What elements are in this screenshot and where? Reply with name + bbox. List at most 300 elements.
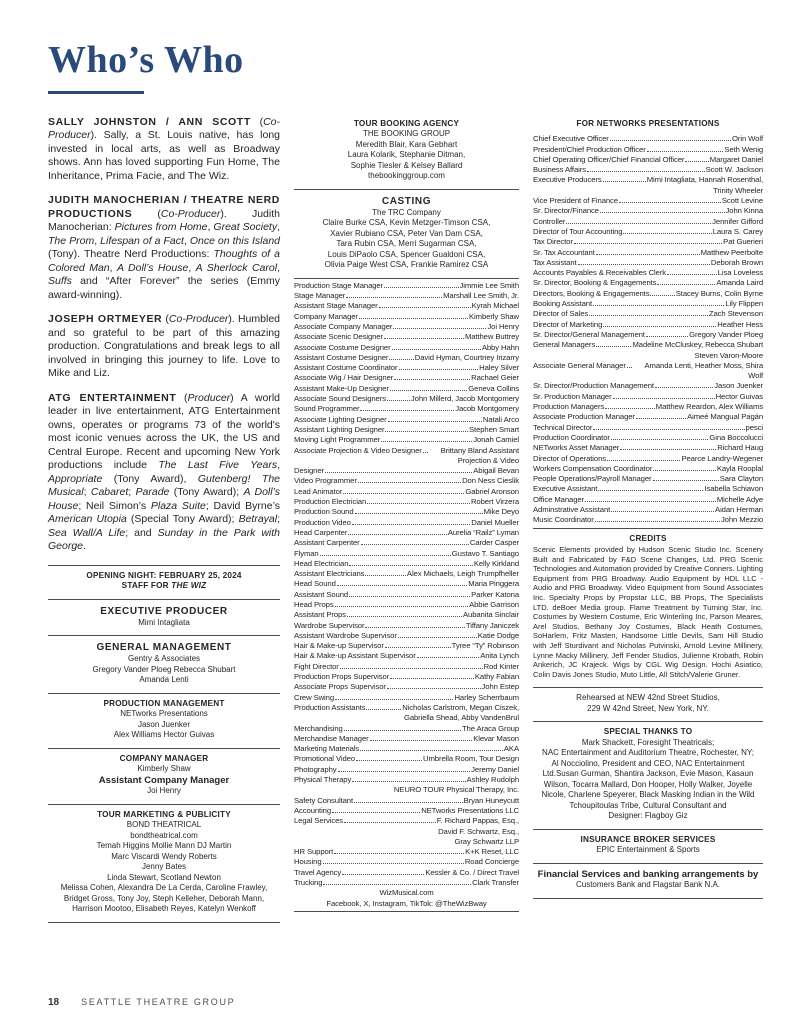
section-line: Linda Stewart, Scotland Newton [107,872,221,882]
credit-row [294,384,519,394]
section-line: Gentry & Associates [127,654,201,664]
credit-name: Pat Guerieri [723,237,763,247]
credit-name: Maria Pinggera [468,579,519,589]
credit-row [533,237,763,247]
credit-row [294,775,519,785]
credit-row [294,394,519,404]
credit-name: John Estep [481,682,519,692]
dot-leader [387,400,410,401]
credit-role: Associate Wig / Hair Designer [294,373,394,383]
credit-role: Associate Sound Designers [294,394,386,404]
credit-row [533,505,763,515]
credit-name: Seth Wenig [724,144,763,154]
credit-name: Tiffany Janiczek [465,620,519,630]
section-line: Jason Juenker [137,719,191,729]
credit-role: Sr. Director/General Management [533,329,645,339]
credit-row [533,278,763,288]
dot-leader [392,349,481,350]
credit-name: Katie Dodge [477,630,519,640]
credit-role: Wardrobe Supervisor [294,620,365,630]
section-line: Joi Henry [147,786,181,796]
credit-name: John Kinna [725,206,763,216]
credit-role: President/Chief Production Officer [533,144,646,154]
dot-leader [657,284,715,285]
credit-role: NETworks Asset Manager [533,443,620,453]
credit-row [533,155,763,165]
dot-leader [348,534,447,535]
dot-leader [360,750,503,751]
credits-thanks-sections [533,528,763,899]
section-heading: Financial Services and banking arrangements by [537,868,759,880]
credit-role: Travel Agency [294,867,342,877]
credit-name: Heather Hess [717,319,763,329]
dot-leader [366,709,401,710]
credit-name: Stacey Burns, Colin Byrne [675,288,763,298]
credit-role: Sr. Director/Finance [533,206,599,216]
dot-leader [611,511,714,512]
credit-name: Anita Lynch [480,651,519,661]
dot-leader [596,254,700,255]
dot-leader [610,140,731,141]
credit-name: Orin Wolf [732,134,763,144]
credit-name: Scott W. Jackson [705,165,763,175]
bio-paragraph: ATG ENTERTAINMENT (Producer) A world leader in live entertainment, ATG Entertainment owns, operates or programs 73 of the world's most iconic venues across the UK, the US and Central Europe. Recent and upcoming New York productions include The Last Five Years, Appropriate (Tony Award), Gutenberg! The Musical; Cabaret; Parade (Tony Award); A Doll’s House; Neil Simon’s Plaza Suite; David Byrne’s American Utopia (Special Tony Award); Betrayal; Sea Wall/A Life; and Sunday in the Park with George. [48,391,281,553]
credit-row [294,559,519,569]
credit-role: Business Affairs [533,165,586,175]
section-line: Melissa Cohen, Alexandra De La Cerda, Caroline Frawley, Bridget Gross, Tony Joy, Steph Kelleher, Deborah Mann, Harrison Mootoo, Elisabeth Reyes, Katelyn Wenkoff [60,883,268,914]
credit-row [294,507,519,517]
dot-leader [646,336,688,337]
section-line: Alex Williams Hector Guivas [113,730,215,740]
credit-role: Controller [533,216,566,226]
credit-row [533,196,763,206]
section-heading: INSURANCE BROKER SERVICES [580,834,716,844]
credit-name: Deborah Brown [710,257,763,267]
column-middle [294,116,519,925]
dot-leader [349,565,472,566]
credit-role: Associate Lighting Designer [294,414,387,424]
section [48,638,280,691]
dot-leader [355,513,483,514]
credit-role: Chief Executive Officer [533,134,609,144]
credit-name: Natali Arco [482,414,519,424]
credit-row [294,703,519,713]
credit-name: Don Ness Cieslik [462,476,519,486]
credit-row [533,423,763,433]
credit-row [294,610,519,620]
credit-row [533,134,763,144]
credit-role: General Managers [533,340,596,350]
credit-name: Stephen Smart [469,424,519,434]
dot-leader [332,812,420,813]
dot-leader [603,181,646,182]
dot-leader [595,521,720,522]
credit-role: Legal Services [294,816,344,826]
section-line: Al Nocciolino, President and CEO, NAC Entertainment Ltd.Susan Gurman, Shantira Jackson, Evie Mason, Kasaun Wilson, Tocarra Mallard, Don Hooper, Holly Walker, Joyelle Nicole, Charlene Speyerer, Black Masking Indian in the Wild Tchoupitoulas Tribe, Cultural Consultant and [541,758,755,810]
dot-leader [352,781,465,782]
credit-row [533,484,763,494]
dot-leader [349,596,470,597]
section-line: Gregory Vander Ploeg Rebecca Shubart [92,664,236,674]
section-line: THE BOOKING GROUP [362,129,451,139]
dot-leader [399,369,479,370]
credit-row [533,289,763,299]
credit-row [294,765,519,775]
dot-leader [619,202,721,203]
section [48,602,280,634]
credit-row [294,621,519,631]
dot-leader [356,760,422,761]
dot-leader [585,501,716,502]
credit-row [533,381,763,391]
section-line: Claire Burke CSA, Kevin Metzger-Timson CSA, [322,218,491,228]
credit-row [294,734,519,744]
dot-leader [627,367,632,368]
credit-role: Sr. Tax Accountant [533,247,595,257]
credit-role: Flyman [294,548,319,558]
footer-organization: SEATTLE THEATRE GROUP [81,997,236,1007]
dot-leader [346,297,442,298]
section-line: Meredith Blair, Kara Gebhart [355,139,458,149]
credit-role: Merchandising [294,723,343,733]
section-line: thebookinggroup.com [368,171,445,181]
credit-role: Chief Operating Officer/Chief Financial Officer [533,154,685,164]
section-line: Sophie Tiesler & Kelsey Ballard [350,160,463,170]
column-right [533,116,763,925]
credit-row [294,373,519,383]
dot-leader [390,390,467,391]
credit-name: Sara Clayton [719,474,763,484]
credit-role: Merchandise Manager [294,733,369,743]
credit-name: Michelle Adye [716,494,763,504]
credit-role: Associate Costume Designer [294,342,391,352]
credit-name: Jason Juenker [714,381,763,391]
section-divider [294,278,519,279]
credit-row [294,415,519,425]
section [533,690,763,719]
bios-list [48,116,280,554]
section-divider [48,922,280,923]
dot-leader [605,408,655,409]
credit-name: Kimberly Shaw [469,311,519,321]
dot-leader [365,575,405,576]
credit-role: Associate Scenic Designer [294,332,383,342]
credit-role: Assistant Make-Up Designer [294,383,389,393]
dot-leader [593,429,744,430]
credit-name: Klevar Mason [473,733,519,743]
dot-leader [653,470,716,471]
section [533,531,763,686]
credit-role: Assistant Wardrobe Supervisor [294,630,397,640]
credit-role: Assistant Electricians [294,569,365,579]
dot-leader [343,493,464,494]
section-line: Temah Higgins Mollie Mann DJ Martin [96,841,232,851]
credit-role: Director of Sales [533,309,589,319]
dot-leader [623,233,711,234]
dot-leader [387,688,481,689]
credit-name: F. Richard Pappas, Esq., [436,816,519,826]
credit-role: Photography [294,764,337,774]
credit-name: Kayla Rooplal [716,463,763,473]
dot-leader [365,627,464,628]
credit-row [294,363,519,373]
section-heading: EXECUTIVE PRODUCER [100,605,228,617]
credit-row [294,425,519,435]
section-divider [533,528,763,529]
credit-row [533,248,763,258]
credit-row [294,847,519,857]
credit-row [294,682,519,692]
credit-role: Head Sound [294,579,336,589]
section [533,866,763,896]
credit-row [533,258,763,268]
credit-row [533,412,763,422]
credit-role: Crew Swing [294,692,335,702]
dot-leader [325,472,472,473]
credit-role: Production Sound [294,507,354,517]
credit-row [533,309,763,319]
dot-leader [323,863,464,864]
production-staff-credits [294,281,519,889]
credit-name: John Millerd, Jacob Montgomery [410,394,519,404]
section-line: Kimberly Shaw [137,764,191,774]
dot-leader [607,460,680,461]
section-heading: TOUR BOOKING AGENCY [353,118,460,128]
dot-leader [593,305,724,306]
dot-leader [385,647,451,648]
section [533,832,763,861]
credit-continuation: Gabriella Shead, Abby VandenBrul [403,713,519,723]
credit-name: NETworks Presentations LLC [421,805,519,815]
credit-name: Lily Flippen [725,299,763,309]
credit-role: Promotional Video [294,754,355,764]
credit-name: Isabella Schiavon [704,484,763,494]
credit-name: Jonah Camiel [473,435,519,445]
credit-row [294,651,519,661]
dot-leader [390,678,474,679]
section-heading: Assistant Company Manager [98,774,230,786]
credit-row [294,816,519,826]
credit-row [294,518,519,528]
dot-leader [611,439,709,440]
credit-row [533,320,763,330]
dot-leader [603,326,716,327]
credit-row [533,474,763,484]
credit-row [294,312,519,322]
credit-name: Bryan Huneycutt [463,795,519,805]
staff-sections [48,565,280,923]
credit-row [533,402,763,412]
credit-role: Assistant Props [294,610,346,620]
section-line: Customers Bank and Flagstar Bank N.A. [575,880,721,890]
section-line: Rehearsed at NEW 42nd Street Studios, [576,693,720,703]
credit-name: The Araca Group [461,723,519,733]
credit-role: Music Coordinator [533,515,594,525]
credit-role: Booking Assistant [533,299,592,309]
credit-name: Aimeé Mangual Pagán [687,412,763,422]
credit-role: Assistant Lighting Designer [294,424,385,434]
credit-row [294,528,519,538]
dot-leader [334,853,464,854]
section [294,192,519,276]
credit-name: Richard Haug [717,443,763,453]
credit-name: Kelly Kirkland [473,558,519,568]
section-divider [533,898,763,899]
section-heading: CASTING [381,195,432,207]
credit-name: Alex Michaels, Leigh Trumpfheller [406,569,519,579]
section-heading: STAFF FOR THE WIZ [121,581,207,591]
credit-role: Lead Animator [294,486,343,496]
credit-row [294,446,519,467]
credit-role: Associate Company Manager [294,321,393,331]
section-heading: OPENING NIGHT: FEBRUARY 25, 2024 [86,570,242,580]
section-heading: TOUR MARKETING & PUBLICITY [97,809,231,819]
credit-name: K+K Reset, LLC [465,847,519,857]
credit-role: Production Managers [533,402,605,412]
credit-name: Clark Transfer [472,878,519,888]
dot-leader [358,482,461,483]
credit-name: Abby Hahn [481,342,519,352]
dot-leader [385,431,468,432]
credit-row [294,857,519,867]
networks-staff-credits [533,134,763,525]
credit-name: Joi Henry [487,321,519,331]
credit-role: Trucking [294,878,323,888]
section-line: Designer: Flagboy Giz [608,811,688,821]
credit-role: Production Coordinator [533,432,610,442]
section-line: Amanda Lenti [139,675,189,685]
section-line: Jenny Bates [141,862,187,872]
credit-name: Tyree “Ty” Robinson [451,641,519,651]
dot-leader [596,346,631,347]
credit-row [294,796,519,806]
section-heading: PRODUCTION MANAGEMENT [103,698,225,708]
section-line: Louis DiPaolo CSA, Spencer Gualdoni CSA, [327,249,486,259]
credit-role: Production Props Supervisor [294,672,390,682]
section [48,568,280,597]
dot-leader [340,668,483,669]
credit-role: Associate General Manager [533,360,626,370]
agency-casting-sections [294,116,519,279]
credit-row [294,672,519,682]
credit-role: Video Programmer [294,476,357,486]
section-heading: GENERAL MANAGEMENT [96,642,232,654]
dot-leader [578,264,710,265]
credit-name: Laura S. Carey [712,226,763,236]
credit-name: Umbrella Room, Tour Design [423,754,519,764]
credit-name: Pearce Landry-Wegener [681,453,763,463]
dot-leader [647,151,724,152]
credit-name: Mimi Intagliata, Hannah Rosenthal, [646,175,763,185]
credit-name: Haley Silver [479,363,519,373]
credit-role: Hair & Make-up Assistant Supervisor [294,651,416,661]
credit-role: Tax Director [533,237,573,247]
credit-row [533,299,763,309]
credit-name: Hector Guivas [715,391,763,401]
credit-row [294,868,519,878]
dot-leader [587,171,705,172]
credit-row [533,495,763,505]
dot-leader [655,387,713,388]
dot-leader [338,771,471,772]
credit-name: Geneva Collins [468,383,519,393]
dot-leader [379,307,471,308]
credit-role: Accounting [294,805,332,815]
credit-role: People Operations/Payroll Manager [533,474,652,484]
credit-name: Matthew Peerbolte [700,247,763,257]
credit-role: Assistant Costume Designer [294,352,389,362]
credit-role: Accounts Payables & Receivables Clerk [533,268,667,278]
credit-row [294,662,519,672]
dot-leader [384,287,458,288]
dot-leader [370,740,473,741]
credit-role: Sr. Director, Booking & Engagements [533,278,657,288]
credit-row [294,291,519,301]
credit-name: Amanda Lenti, Heather Moss, Shira Wolf [644,360,763,381]
credit-name: Parker Katona [471,589,519,599]
credit-row [294,497,519,507]
credit-name: Aurelia “Railz” Lyman [447,527,519,537]
credit-name: Rachael Geier [471,373,519,383]
credit-name: Gregory Vander Ploeg [689,329,763,339]
credit-row [294,806,519,816]
credit-role: Production Stage Manager [294,280,384,290]
page-title: Who’s Who [48,39,244,81]
dot-leader [323,884,471,885]
dot-leader [650,295,674,296]
credit-name: Road Concierge [464,857,519,867]
credit-row [533,515,763,525]
credit-role: Executive Assistant [533,484,598,494]
section-line: Xavier Rubiano CSA, Peter Van Dam CSA, [330,228,483,238]
credit-role: Designer [294,466,324,476]
credit-role: Sr. Director/Production Management [533,381,654,391]
credit-row [294,322,519,332]
dot-leader [381,441,472,442]
credit-row [294,724,519,734]
section-line: NAC Entertainment and Auditorium Theatre, Rochester, NY; [542,748,754,758]
section-line: Olivia Paige West CSA, Frankie Ramirez CSA [324,260,489,270]
dot-leader [394,379,470,380]
credit-name: Amanda Laird [716,278,763,288]
credit-name: Marshall Lee Smith, Jr. [443,291,519,301]
dot-leader [636,418,686,419]
credit-name: Abbie Garrison [469,600,519,609]
columns [48,115,763,925]
section-line: Laura Kolarik, Stephanie Ditman, [347,150,466,160]
dot-leader [337,585,468,586]
dot-leader [620,449,716,450]
credit-name: Ashley Rudolph [466,775,519,785]
credit-row [294,878,519,888]
dot-leader [574,243,722,244]
section-heading: SPECIAL THANKS TO [603,727,693,737]
credit-row [294,466,519,476]
section-divider [48,748,280,749]
credit-row [294,332,519,342]
credit-name: Lisa Loveless [717,268,763,278]
credit-row [294,631,519,641]
credit-row [294,476,519,486]
dot-leader [388,421,482,422]
section [294,116,519,187]
credit-name: Rod Kinter [483,661,519,671]
credit-role: Assistant Carpenter [294,538,360,548]
credit-name: Jimmie Lee Smith [459,280,519,290]
credit-role: Head Props [294,600,334,609]
section-divider [48,804,280,805]
credit-row [533,165,763,175]
